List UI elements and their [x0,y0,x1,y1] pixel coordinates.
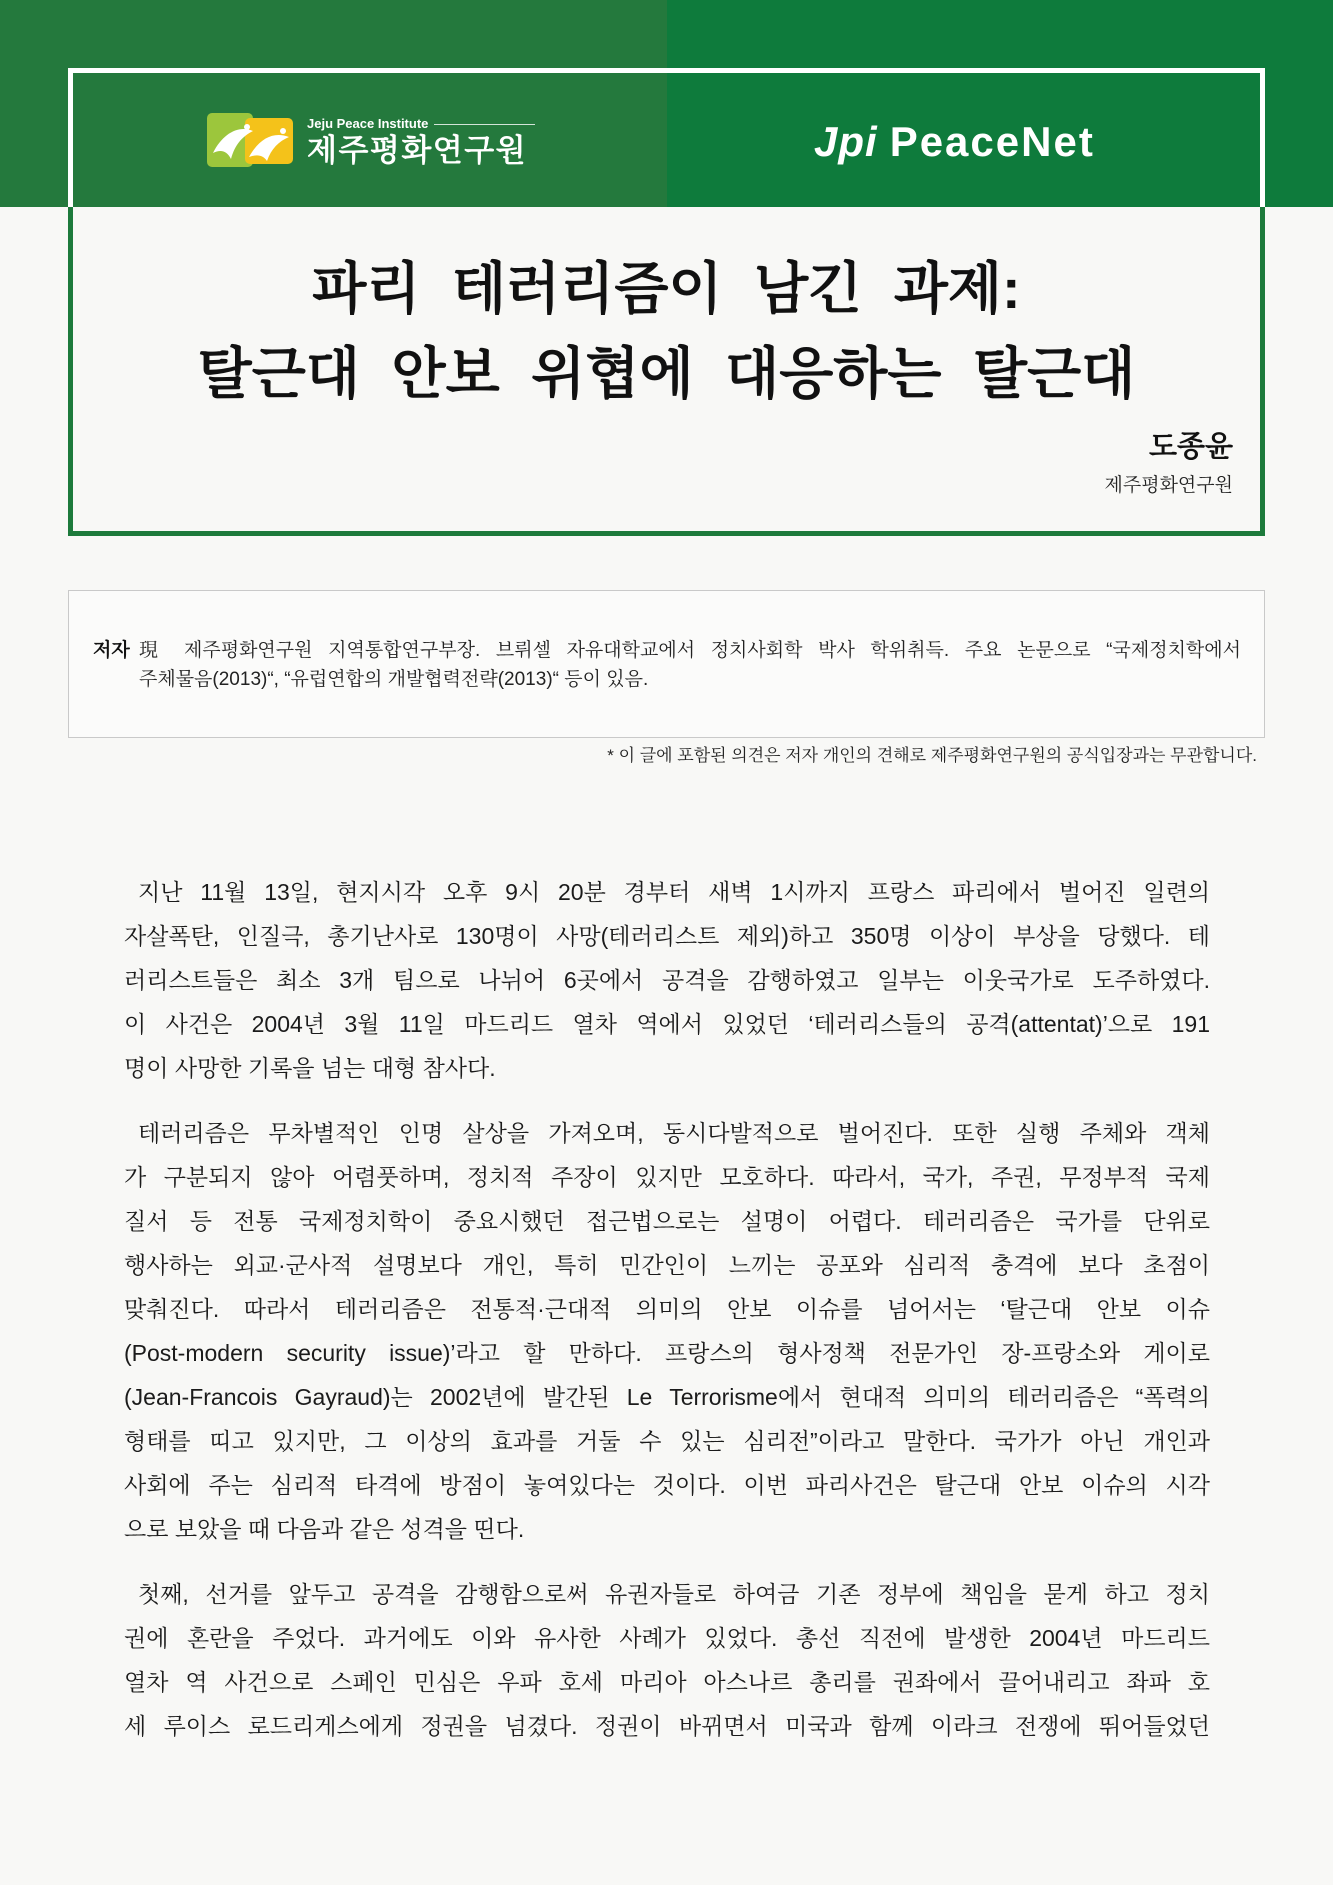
body-line: 첫째, 선거를 앞두고 공격을 감행함으로써 유권자들로 하여금 기존 정부에 책임을 묻게 하고 정치 [138,1581,1210,1607]
author-bio-line: 주체물음(2013)“, “유럽연합의 개발협력전략(2013)“ 등이 있음. [139,669,649,690]
body-line: 테러리즘은 무차별적인 인명 살상을 가져오며, 동시다발적으로 벌어진다. 또한 실행 주체와 객체 [138,1120,1210,1146]
peacenet-logo [814,117,1095,167]
body-line: 지난 11월 13일, 현지시각 오후 9시 20분 경부터 새벽 1시까지 프랑스 파리에서 벌어진 일련의 [138,879,1210,905]
body-line: 맞춰진다. 따라서 테러리즘은 전통적·근대적 의미의 안보 이슈를 넘어서는 ‘탈근대 안보 이슈 [124,1296,1210,1322]
logo-korean-name: 제주평화연구원 [307,133,528,168]
body-line: 세 루이스 로드리게스에게 정권을 넘겼다. 정권이 바뀌면서 미국과 함께 이라크 전쟁에 뛰어들었던 [124,1713,1210,1739]
body-line: 가 구분되지 않아 어렴풋하며, 정치적 주장이 있지만 모호하다. 따라서, 국가, 주권, 무정부적 국제 [124,1164,1210,1190]
body-line: 열차 역 사건으로 스페인 민심은 우파 호세 마리아 아스나르 총리를 권좌에서 끌어내리고 좌파 호 [124,1669,1210,1695]
paragraph [124,1572,1210,1748]
logo-english-row [307,116,535,132]
body-line: 권에 혼란을 주었다. 과거에도 이와 유사한 사례가 있었다. 총선 직전에 발생한 2004년 마드리드 [124,1625,1210,1651]
article-body [124,870,1210,1769]
paragraph [124,1111,1210,1551]
author-bio-label: 저자 [93,640,130,661]
title-line-1: 파리 테러리즘이 남긴 과제: [312,257,1021,320]
paragraph [124,870,1210,1090]
jpi-mark: Jpi [814,118,878,165]
peacenet-wordmark: PeaceNet [889,118,1095,165]
logo-english-name: Jeju Peace Institute [307,116,429,131]
body-line: 명이 사망한 기록을 넘는 대형 참사다. [124,1055,496,1081]
author-name: 도종윤 [1148,431,1233,463]
author-bio-line: 現 제주평화연구원 지역통합연구부장. 브뤼셀 자유대학교에서 정치사회학 박사 학위취득. 주요 논문으로 “국제정치학에서 [139,640,1241,661]
body-line: 사회에 주는 심리적 타격에 방점이 놓여있다는 것이다. 이번 파리사건은 탈근대 안보 이슈의 시각 [124,1472,1210,1498]
body-line: (Jean-Francois Gayraud)는 2002년에 발간된 Le Terrorisme에서 현대적 의미의 테러리즘은 “폭력의 [124,1384,1210,1410]
disclaimer-note: * 이 글에 포함된 의견은 저자 개인의 견해로 제주평화연구원의 공식입장과는 무관합니다. [607,746,1257,765]
body-line: 자살폭탄, 인질극, 총기난사로 130명이 사망(테러리스트 제외)하고 350명 이상이 부상을 당했다. 테 [124,923,1210,949]
body-line: 러리스트들은 최소 3개 팀으로 나뉘어 6곳에서 공격을 감행하였고 일부는 이웃국가로 도주하였다. [124,967,1210,993]
body-line: 이 사건은 2004년 3월 11일 마드리드 열차 역에서 있었던 ‘테러리스들의 공격(attentat)’으로 191 [124,1011,1210,1037]
page-title [73,246,1260,416]
body-line: 행사하는 외교·군사적 설명보다 개인, 특히 민간인이 느끼는 공포와 심리적 충격에 보다 초점이 [124,1252,1210,1278]
author-affiliation: 제주평화연구원 [1104,475,1233,496]
body-line: 으로 보았을 때 다음과 같은 성격을 띤다. [124,1516,525,1542]
body-line: 질서 등 전통 국제정치학이 중요시했던 접근법으로는 설명이 어렵다. 테러리즘은 국가를 단위로 [124,1208,1210,1234]
title-line-2: 탈근대 안보 위협에 대응하는 탈근대 [197,342,1136,405]
dove-logo-icon [207,111,295,169]
body-line: (Post-modern security issue)’라고 할 만하다. 프랑스의 형사정책 전문가인 장-프랑소와 게이로 [124,1340,1210,1366]
author-bio-box [68,590,1265,738]
jeju-peace-institute-logo [307,116,535,170]
logo-rule [434,124,535,125]
author-bio-text [139,636,1241,694]
body-line: 형태를 띠고 있지만, 그 이상의 효과를 거둘 수 있는 심리전”이라고 말한다. 국가가 아닌 개인과 [124,1428,1210,1454]
